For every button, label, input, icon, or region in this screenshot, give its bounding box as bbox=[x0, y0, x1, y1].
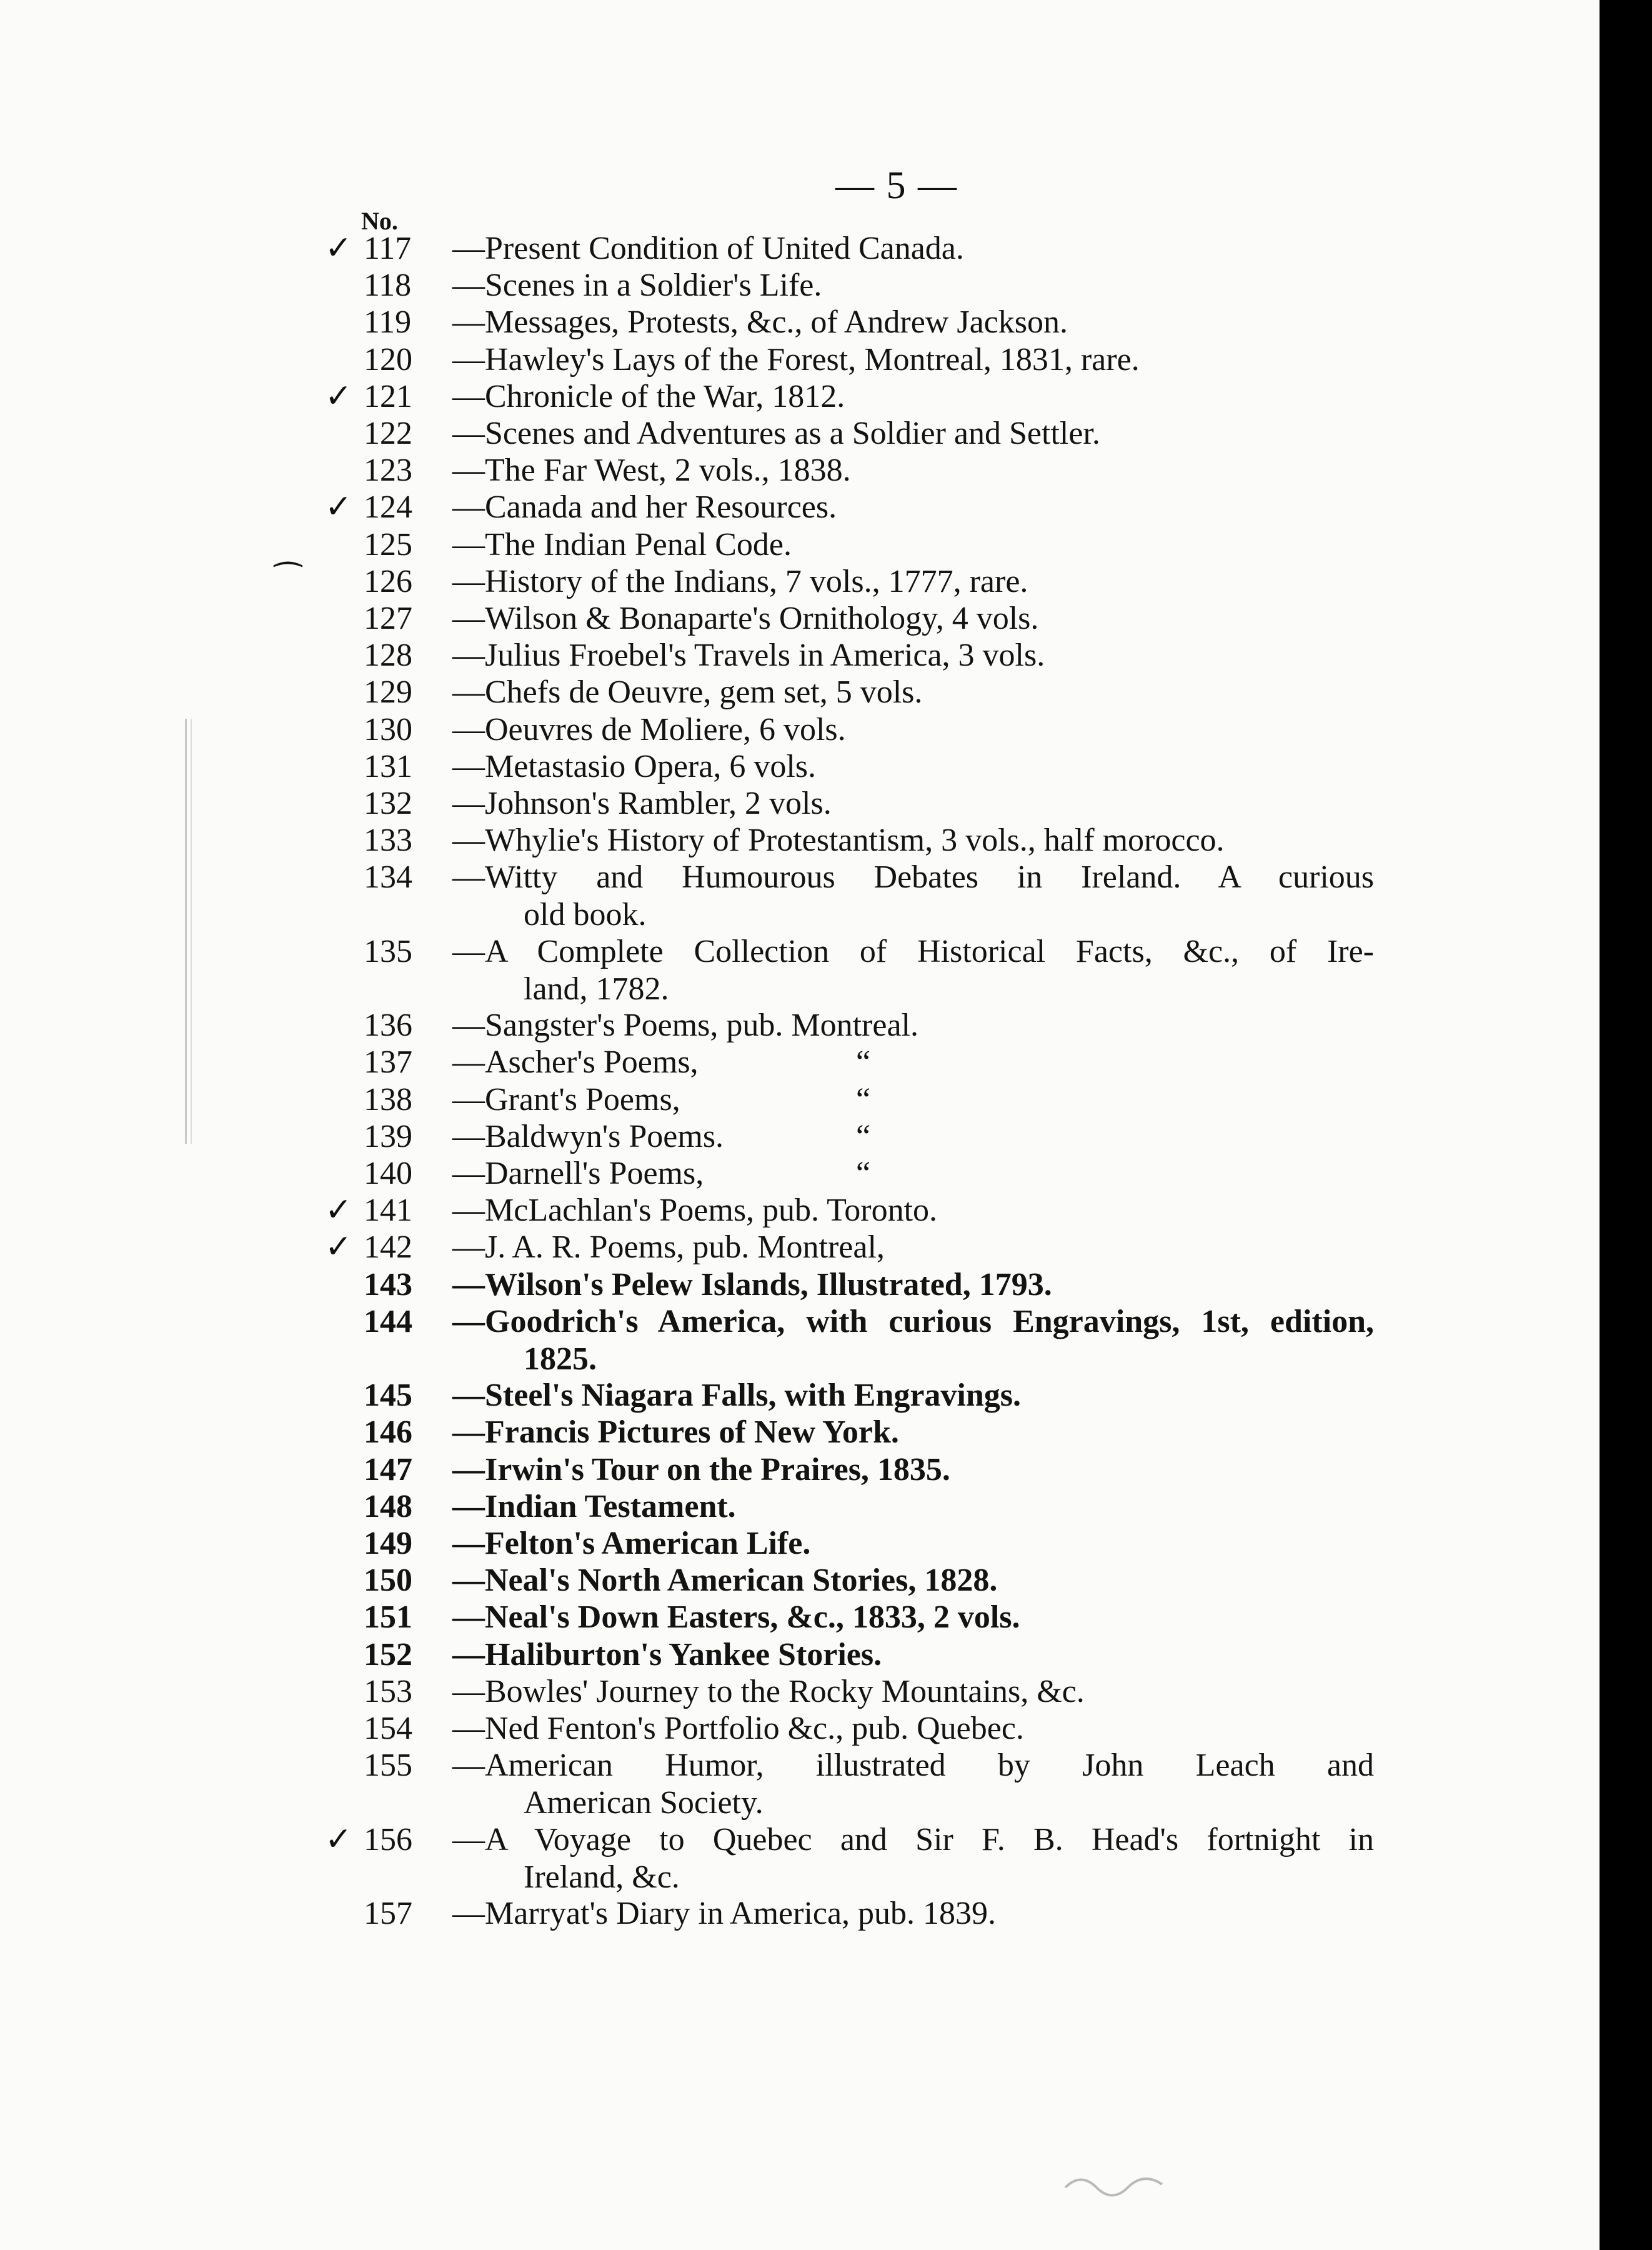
entry-title: —Oeuvres de Moliere, 6 vols. bbox=[452, 711, 846, 748]
entry-title: —Sangster's Poems, pub. Montreal. bbox=[452, 1008, 918, 1044]
handwritten-check-mark: ✓ bbox=[325, 378, 352, 414]
entry-title: —A Voyage to Quebec and Sir F. B. Head's fortnight in bbox=[452, 1821, 1374, 1858]
entry-continuation: American Society. bbox=[524, 1785, 764, 1821]
entry-number: 124 bbox=[364, 489, 412, 526]
handwritten-check-mark: ✓ bbox=[325, 1229, 352, 1266]
entry-title: —Messages, Protests, &c., of Andrew Jackson. bbox=[452, 304, 1068, 341]
faint-stamp-mark bbox=[1062, 2169, 1168, 2200]
entry-number: 117 bbox=[364, 231, 412, 266]
entry-continuation: old book. bbox=[524, 897, 647, 933]
entry-title: —Scenes in a Soldier's Life. bbox=[452, 268, 822, 304]
entry-number: 140 bbox=[364, 1156, 412, 1191]
entry-number: 155 bbox=[364, 1748, 412, 1784]
entry-title: —Neal's North American Stories, 1828. bbox=[452, 1562, 998, 1599]
entry-title: —Haliburton's Yankee Stories. bbox=[452, 1636, 882, 1672]
entry-number: 141 bbox=[364, 1192, 412, 1229]
entry-title: —Witty and Humourous Debates in Ireland. A curious bbox=[452, 859, 1374, 896]
entry-number: 145 bbox=[364, 1378, 412, 1414]
handwritten-check-mark: ✓ bbox=[325, 231, 352, 266]
entry-title: —Ned Fenton's Portfolio &c., pub. Quebec. bbox=[452, 1711, 1024, 1746]
entry-number: 121 bbox=[364, 378, 412, 414]
entry-number: 129 bbox=[364, 674, 412, 711]
entry-continuation: 1825. bbox=[524, 1341, 597, 1377]
entry-number: 136 bbox=[364, 1008, 412, 1044]
handwritten-check-mark: ⁀ bbox=[275, 563, 301, 599]
ditto-mark: “ bbox=[856, 1118, 871, 1154]
entry-number: 133 bbox=[364, 822, 412, 859]
entry-title: —Grant's Poems, bbox=[452, 1081, 680, 1118]
ditto-mark: “ bbox=[856, 1156, 871, 1191]
entry-number: 118 bbox=[364, 268, 412, 304]
ditto-mark: “ bbox=[856, 1044, 871, 1081]
entry-title: —Indian Testament. bbox=[452, 1488, 736, 1524]
entry-number: 132 bbox=[364, 786, 412, 821]
entry-number: 148 bbox=[364, 1488, 412, 1524]
entry-title: —History of the Indians, 7 vols., 1777, rare. bbox=[452, 563, 1028, 599]
entry-number: 128 bbox=[364, 638, 412, 674]
entry-title: —A Complete Collection of Historical Facts, &c., of Ire- bbox=[452, 933, 1374, 969]
entry-number: 127 bbox=[364, 601, 412, 636]
entry-title: —Johnson's Rambler, 2 vols. bbox=[452, 786, 832, 821]
entry-title: —The Far West, 2 vols., 1838. bbox=[452, 452, 851, 489]
entry-number: 126 bbox=[364, 563, 412, 599]
entry-title: —J. A. R. Poems, pub. Montreal, bbox=[452, 1229, 885, 1266]
entry-number: 146 bbox=[364, 1414, 412, 1451]
ditto-mark: “ bbox=[856, 1081, 871, 1118]
entry-title: —Steel's Niagara Falls, with Engravings. bbox=[452, 1378, 1022, 1414]
entry-number: 135 bbox=[364, 933, 412, 969]
entry-number: 138 bbox=[364, 1081, 412, 1118]
entry-title: —Whylie's History of Protestantism, 3 vols., half morocco. bbox=[452, 822, 1225, 859]
entry-title: —Felton's American Life. bbox=[452, 1526, 811, 1561]
scan-border bbox=[1600, 0, 1652, 2250]
entry-number: 123 bbox=[364, 452, 412, 489]
handwritten-check-mark: ✓ bbox=[325, 489, 352, 526]
entry-number: 153 bbox=[364, 1673, 412, 1709]
entry-title: —Baldwyn's Poems. bbox=[452, 1118, 724, 1154]
entry-continuation: Ireland, &c. bbox=[524, 1859, 680, 1895]
entry-number: 143 bbox=[364, 1266, 412, 1302]
entry-number: 122 bbox=[364, 416, 412, 451]
entry-title: —Neal's Down Easters, &c., 1833, 2 vols. bbox=[452, 1599, 1020, 1636]
entry-title: —Chronicle of the War, 1812. bbox=[452, 378, 845, 414]
entry-title: —Scenes and Adventures as a Soldier and Settler. bbox=[452, 416, 1100, 451]
entry-number: 150 bbox=[364, 1562, 412, 1599]
entry-title: —Wilson's Pelew Islands, Illustrated, 1793. bbox=[452, 1266, 1052, 1302]
entry-title: —Darnell's Poems, bbox=[452, 1156, 704, 1191]
entry-title: —Julius Froebel's Travels in America, 3 vols. bbox=[452, 638, 1045, 674]
entry-title: —Chefs de Oeuvre, gem set, 5 vols. bbox=[452, 674, 923, 711]
entry-number: 154 bbox=[364, 1711, 412, 1746]
page-number: — 5 — bbox=[835, 164, 958, 207]
entry-number: 119 bbox=[364, 304, 412, 341]
entry-title: —Wilson & Bonaparte's Ornithology, 4 vols. bbox=[452, 601, 1039, 636]
entry-number: 137 bbox=[364, 1044, 412, 1081]
entry-number: 139 bbox=[364, 1118, 412, 1154]
entry-number: 151 bbox=[364, 1599, 412, 1636]
entry-number: 149 bbox=[364, 1526, 412, 1561]
entry-title: —Marryat's Diary in America, pub. 1839. bbox=[452, 1896, 997, 1931]
entry-number: 134 bbox=[364, 859, 412, 896]
entry-title: —Canada and her Resources. bbox=[452, 489, 837, 526]
entry-title: —Hawley's Lays of the Forest, Montreal, 1831, rare. bbox=[452, 341, 1140, 378]
entry-title: —Irwin's Tour on the Praires, 1835. bbox=[452, 1451, 950, 1488]
entry-title: —Bowles' Journey to the Rocky Mountains, &c. bbox=[452, 1673, 1085, 1709]
number-column-label: No. bbox=[361, 207, 398, 235]
entry-number: 125 bbox=[364, 526, 412, 562]
entry-number: 144 bbox=[364, 1303, 412, 1339]
entry-title: —Francis Pictures of New York. bbox=[452, 1414, 899, 1451]
entry-number: 120 bbox=[364, 341, 412, 378]
entry-title: —Goodrich's America, with curious Engravings, 1st, edition, bbox=[452, 1303, 1374, 1339]
entry-number: 156 bbox=[364, 1821, 412, 1858]
entry-number: 130 bbox=[364, 711, 412, 748]
entry-title: —Metastasio Opera, 6 vols. bbox=[452, 748, 817, 784]
entry-title: —Ascher's Poems, bbox=[452, 1044, 699, 1081]
entry-number: 147 bbox=[364, 1451, 412, 1488]
entry-title: —Present Condition of United Canada. bbox=[452, 231, 964, 266]
entry-number: 131 bbox=[364, 748, 412, 784]
entry-title: —McLachlan's Poems, pub. Toronto. bbox=[452, 1192, 938, 1229]
entry-title: —The Indian Penal Code. bbox=[452, 526, 792, 562]
entry-number: 152 bbox=[364, 1636, 412, 1672]
entry-continuation: land, 1782. bbox=[524, 971, 669, 1007]
entry-title: —American Humor, illustrated by John Leach and bbox=[452, 1748, 1374, 1784]
entry-number: 157 bbox=[364, 1896, 412, 1931]
handwritten-check-mark: ✓ bbox=[325, 1192, 352, 1229]
handwritten-check-mark: ✓ bbox=[325, 1821, 352, 1858]
entry-number: 142 bbox=[364, 1229, 412, 1266]
